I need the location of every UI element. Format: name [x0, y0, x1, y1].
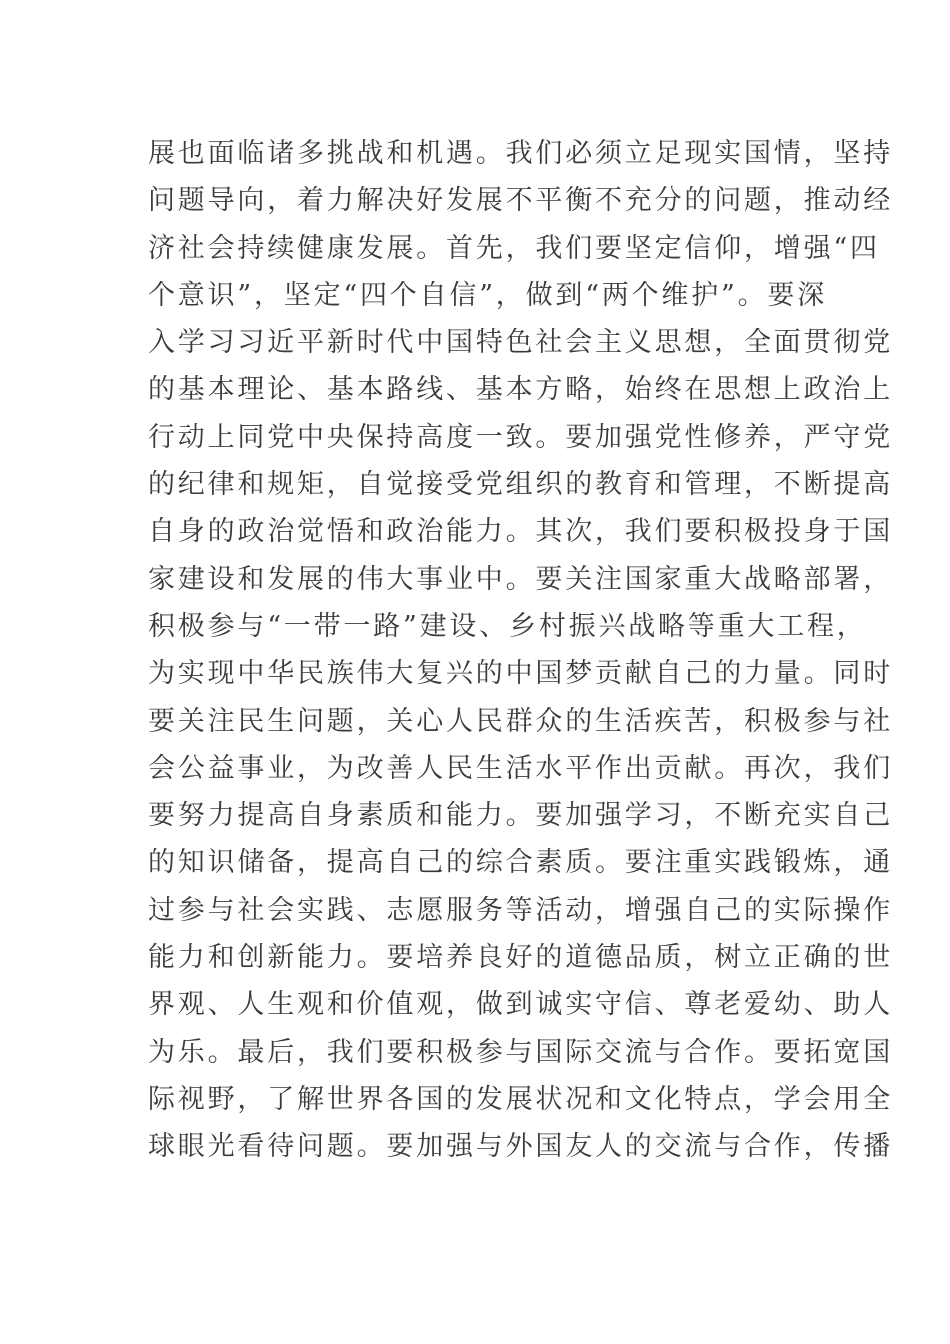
text-line: 的纪律和规矩，自觉接受党组织的教育和管理，不断提高: [148, 469, 893, 501]
body-text: [148, 130, 893, 1171]
text-line: 家建设和发展的伟大事业中。要关注国家重大战略部署，: [148, 563, 893, 595]
text-line: 能力和创新能力。要培养良好的道德品质，树立正确的世: [148, 942, 893, 974]
text-line: 要关注民生问题，关心人民群众的生活疾苦，积极参与社: [148, 705, 893, 737]
text-line: 要努力提高自身素质和能力。要加强学习，不断充实自己: [148, 800, 893, 832]
text-line: 行动上同党中央保持高度一致。要加强党性修养，严守党: [148, 421, 893, 453]
text-line: 积极参与“一带一路”建设、乡村振兴战略等重大工程，: [148, 610, 867, 642]
text-line: 会公益事业，为改善人民生活水平作出贡献。再次，我们: [148, 752, 893, 784]
text-line: 界观、人生观和价值观，做到诚实守信、尊老爱幼、助人: [148, 989, 893, 1021]
text-line: 过参与社会实践、志愿服务等活动，增强自己的实际操作: [148, 894, 893, 926]
text-line: 个意识”，坚定“四个自信”，做到“两个维护”。要深: [148, 279, 828, 311]
text-line: 问题导向，着力解决好发展不平衡不充分的问题，推动经: [148, 185, 893, 217]
text-line: 的知识储备，提高自己的综合素质。要注重实践锻炼，通: [148, 847, 893, 879]
text-line: 际视野，了解世界各国的发展状况和文化特点，学会用全: [148, 1083, 893, 1115]
text-line: 展也面临诸多挑战和机遇。我们必须立足现实国情，坚持: [148, 138, 893, 169]
text-line: 的基本理论、基本路线、基本方略，始终在思想上政治上: [148, 374, 893, 406]
text-line: 入学习习近平新时代中国特色社会主义思想，全面贯彻党: [148, 327, 893, 359]
text-line: 自身的政治觉悟和政治能力。其次，我们要积极投身于国: [148, 516, 893, 548]
text-line: 为乐。最后，我们要积极参与国际交流与合作。要拓宽国: [148, 1036, 893, 1068]
text-line: 球眼光看待问题。要加强与外国友人的交流与合作，传播: [148, 1131, 893, 1163]
text-line: 为实现中华民族伟大复兴的中国梦贡献自己的力量。同时: [148, 658, 893, 690]
text-line: 济社会持续健康发展。首先，我们要坚定信仰，增强“四: [148, 232, 880, 264]
